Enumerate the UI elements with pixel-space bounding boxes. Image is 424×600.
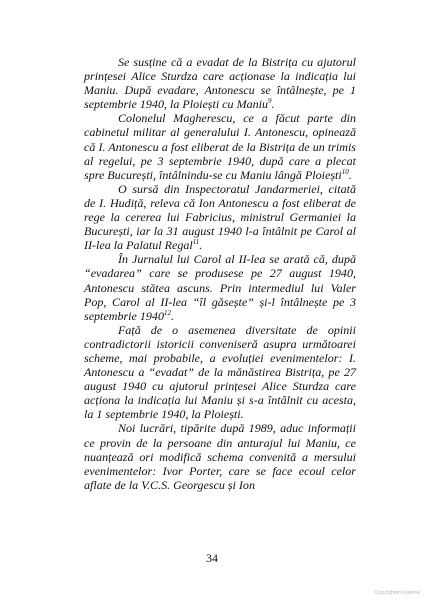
paragraph-text: Față de o asemenea diversitate de opinii contradictorii istoricii conveniseră asupra următoarei scheme, mai probabile, a evoluției evenimentelor: I. Antonescu a “evadat” de la mănăstirea Bistrița, pe 27 august 1940 cu ajutorul prințesei Alice Sturdza care acționa la indicația lui Maniu și s-a întâlnit cu acesta, la 1 septembrie 1940, la Ploiești. <box>84 322 356 422</box>
paragraph-tail: . <box>199 238 203 253</box>
paragraph-4 <box>84 252 356 322</box>
paragraph-text: Se susține că a evadat de la Bistrița cu ajutorul prințesei Alice Sturdza care acționase la indicația lui Maniu. După evadare, Antonescu se întâlnește, pe 1 septembrie 1940, la Ploiești cu Maniu <box>84 55 356 112</box>
paragraph-3 <box>84 182 356 252</box>
paragraph-5 <box>84 323 356 422</box>
footnote-ref: 9 <box>268 97 272 106</box>
paragraph-text: În Jurnalul lui Carol al II-lea se arată că, după “evadarea” care se produsese pe 27 august 1940, Antonescu stătea ascuns. Prin intermediul lui Valer Pop, Carol al II-lea “îl găsește” și-l întâlnește pe 3 septembrie 1940 <box>84 252 356 323</box>
footnote-ref: 10 <box>341 167 349 176</box>
paragraph-text: Noi lucrări, tipărite după 1989, aduc informații ce provin de la persoane din anturajul lui Maniu, ce nuanțează ori modifică schema convenită a mersului evenimentelor: Ivor Porter, care se face ecoul celor aflate de la V.C.S. Georgescu și Ion <box>84 421 356 492</box>
paragraph-tail: . <box>170 308 174 323</box>
body-text <box>84 55 356 492</box>
page-number: 34 <box>206 551 218 565</box>
paragraph-tail: . <box>271 97 275 112</box>
paragraph-text: O sursă din Inspectoratul Jandarmeriei, citată de I. Hudiță, releva că Ion Antonescu a fost eliberat de rege la cererea lui Fabricius, ministrul Germaniei la București, iar la 31 august 1940 l-a întâlnit pe Carol al II-lea la Palatul Regal <box>84 181 356 253</box>
footnote-ref: 12 <box>163 308 171 317</box>
paragraph-6 <box>84 421 356 491</box>
paragraph-tail: . <box>348 167 352 182</box>
paragraph-1 <box>84 55 356 111</box>
paragraph-2 <box>84 111 356 181</box>
paragraph-text: Colonelul Magherescu, ce a făcut parte din cabinetul militar al generalului I. Antonescu, opinează că I. Antonescu a fost eliberat de la Bistrița de un trimis al regelui, pe 3 septembrie 1940, după care a plecat spre București, întâlnindu-se cu Maniu lângă Ploiești <box>84 111 356 182</box>
footnote-ref: 11 <box>192 238 200 247</box>
copyright-watermark: Copyrighted material <box>373 590 420 596</box>
